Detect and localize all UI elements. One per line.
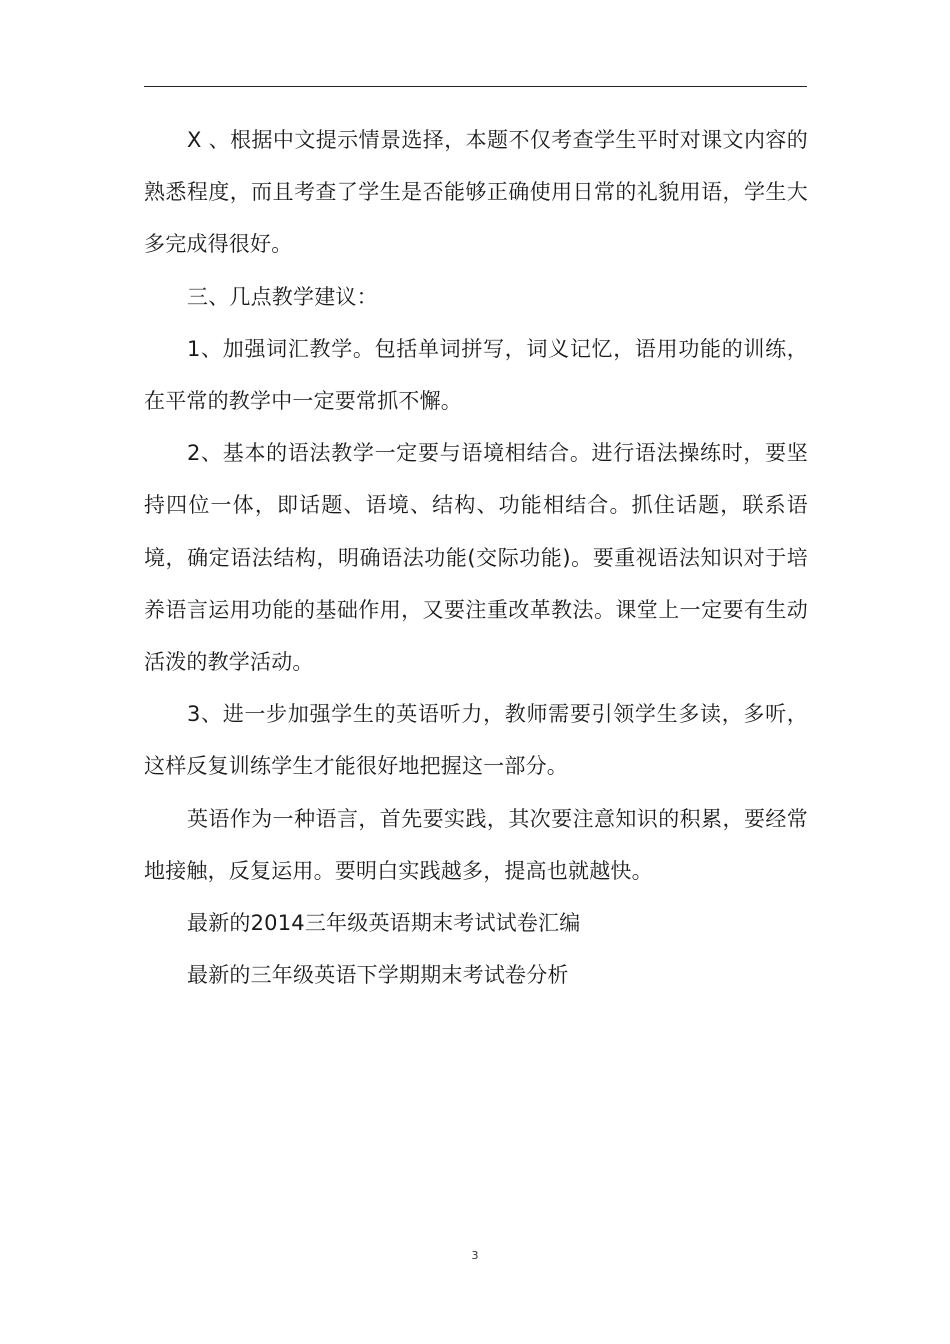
related-link-exam-analysis[interactable]: 最新的三年级英语下学期期末考试卷分析	[187, 963, 569, 988]
paragraph-suggestion-grammar: 2、基本的语法教学一定要与语境相结合。进行语法操练时，要坚持四位一体，即话题、语境、结构、功能相结合。抓住话题，联系语境，确定语法结构，明确语法功能(交际功能)。要重视语法知识对于培养语言运用功能的基础作用，又要注重改革教法。课堂上一定要有生动活泼的教学活动。	[144, 441, 808, 675]
header-rule	[144, 86, 807, 87]
related-link-2014-exam-compilation[interactable]: 最新的2014三年级英语期末考试试卷汇编	[187, 911, 581, 936]
paragraph-situational-choice: X 、根据中文提示情景选择，本题不仅考查学生平时对课文内容的熟悉程度，而且考查了学生是否能够正确使用日常的礼貌用语，学生大多完成得很好。	[144, 128, 808, 257]
paragraph-suggestion-listening: 3、进一步加强学生的英语听力，教师需要引领学生多读，多听，这样反复训练学生才能很好地把握这一部分。	[144, 702, 808, 779]
section-heading-teaching-suggestions: 三、几点教学建议：	[187, 284, 378, 309]
paragraph-suggestion-vocabulary: 1、加强词汇教学。包括单词拼写，词义记忆，语用功能的训练，在平常的教学中一定要常抓不懈。	[144, 336, 808, 414]
paragraph-conclusion: 英语作为一种语言，首先要实践，其次要注意知识的积累，要经常地接触，反复运用。要明白实践越多，提高也就越快。	[144, 806, 808, 883]
document-body	[144, 114, 808, 1001]
page-number: 3	[471, 1249, 479, 1262]
